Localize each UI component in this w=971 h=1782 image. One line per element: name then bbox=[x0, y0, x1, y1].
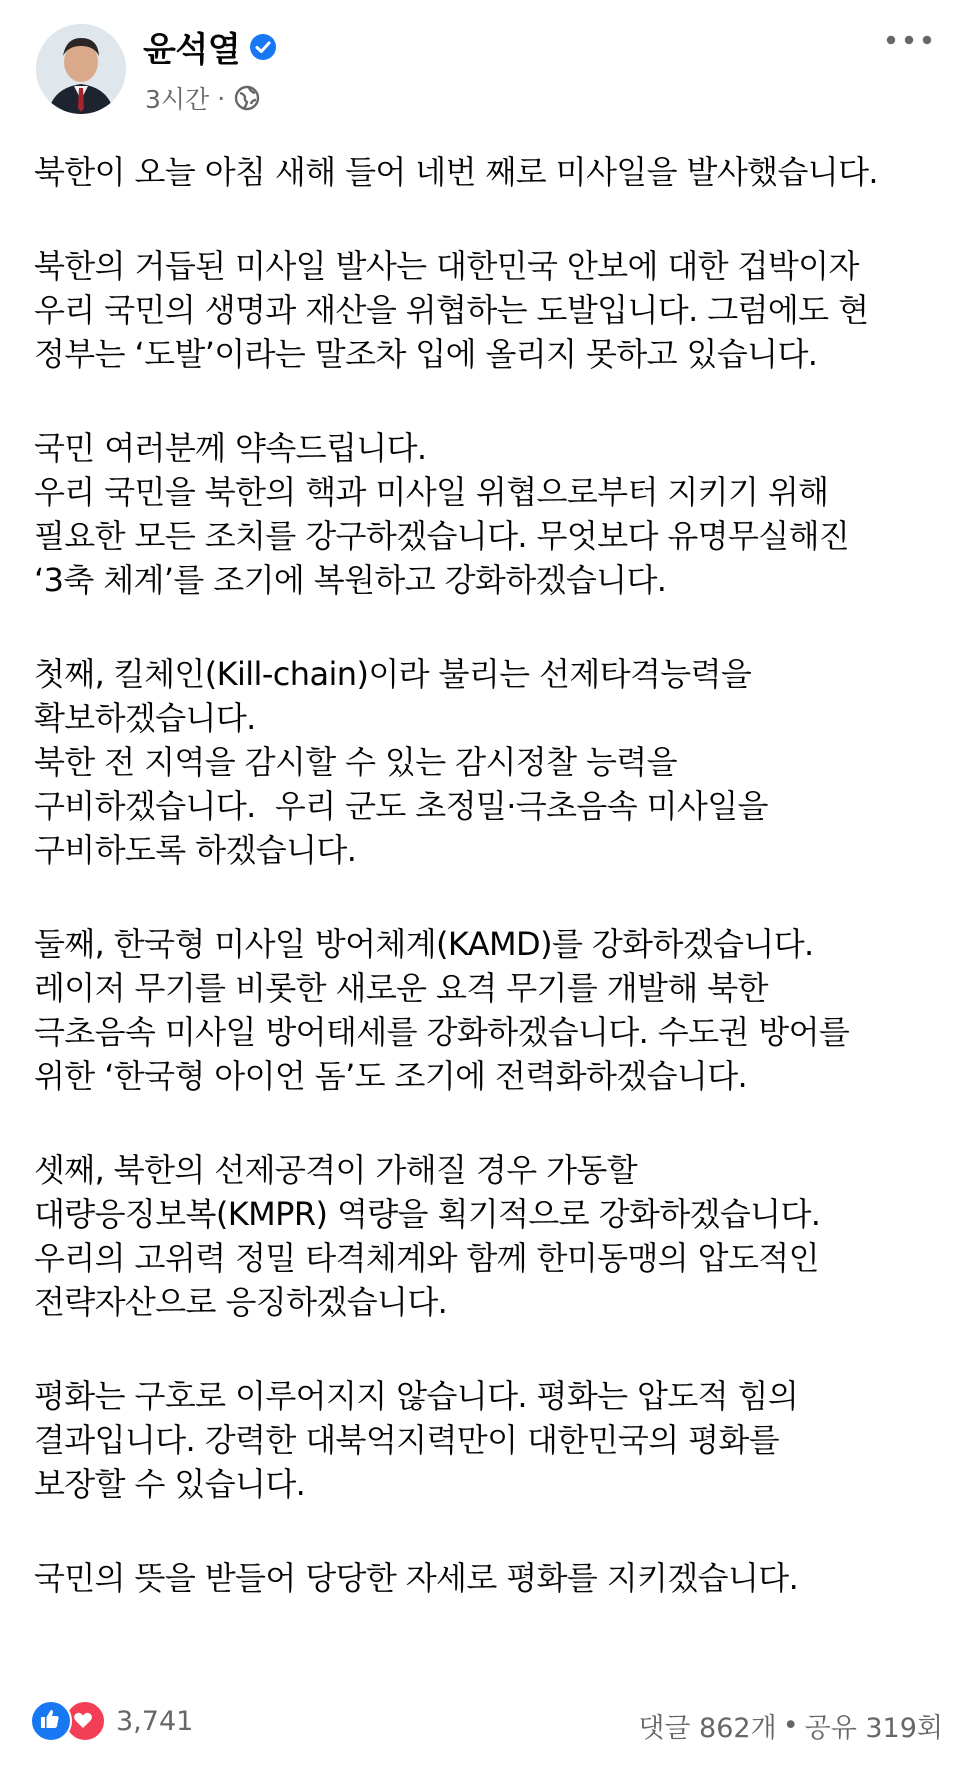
post-body bbox=[34, 150, 954, 1650]
paragraph-7 bbox=[34, 1374, 954, 1506]
post-text-line: 전략자산으로 응징하겠습니다. bbox=[34, 1283, 448, 1321]
stats-separator: • bbox=[782, 1710, 799, 1741]
engagement-stats bbox=[638, 1706, 943, 1745]
post-time[interactable]: 3시간 bbox=[145, 85, 210, 114]
meta-separator: · bbox=[217, 83, 226, 113]
paragraph-2 bbox=[34, 244, 954, 376]
like-reaction-icon bbox=[30, 1700, 72, 1742]
avatar[interactable] bbox=[36, 24, 126, 114]
post-text-line: 구비하겠습니다. 우리 군도 초정밀·극초음속 미사일을 bbox=[34, 787, 768, 825]
post-text-line: 레이저 무기를 비롯한 새로운 요격 무기를 개발해 북한 bbox=[34, 969, 768, 1007]
post-text-line: ‘3축 체계’를 조기에 복원하고 강화하겠습니다. bbox=[34, 561, 667, 599]
more-options-icon[interactable] bbox=[881, 24, 937, 56]
post-header bbox=[0, 0, 971, 130]
author-name[interactable]: 윤석열 bbox=[143, 30, 241, 70]
author-row bbox=[143, 22, 277, 71]
post-text-line: 북한이 오늘 아침 새해 들어 네번 째로 미사일을 발사했습니다. bbox=[34, 153, 878, 191]
post-text-line: 북한의 거듭된 미사일 발사는 대한민국 안보에 대한 겁박이자 bbox=[34, 247, 859, 285]
post-text-line: 우리 국민의 생명과 재산을 위협하는 도발입니다. 그럼에도 현 bbox=[34, 291, 869, 329]
avatar-photo bbox=[36, 24, 126, 114]
post-text-line: 정부는 ‘도발’이라는 말조차 입에 올리지 못하고 있습니다. bbox=[34, 335, 818, 373]
post-footer bbox=[0, 1700, 971, 1750]
paragraph-4 bbox=[34, 652, 954, 872]
comments-count[interactable]: 댓글 862개 bbox=[638, 1713, 777, 1744]
post-text-line: 극초음속 미사일 방어태세를 강화하겠습니다. 수도권 방어를 bbox=[34, 1013, 850, 1051]
post-text-line: 우리의 고위력 정밀 타격체계와 함께 한미동맹의 압도적인 bbox=[34, 1239, 819, 1277]
post-text-line: 평화는 구호로 이루어지지 않습니다. 평화는 압도적 힘의 bbox=[34, 1377, 799, 1415]
post-text-line: 확보하겠습니다. bbox=[34, 699, 256, 737]
post-text-line: 첫째, 킬체인(Kill-chain)이라 불리는 선제타격능력을 bbox=[34, 655, 752, 693]
post-text-line: 북한 전 지역을 감시할 수 있는 감시정찰 능력을 bbox=[34, 743, 677, 781]
paragraph-1 bbox=[34, 150, 954, 194]
post-text-line: 국민의 뜻을 받들어 당당한 자세로 평화를 지키겠습니다. bbox=[34, 1559, 799, 1597]
post-text-line: 셋째, 북한의 선제공격이 가해질 경우 가동할 bbox=[34, 1151, 638, 1189]
post-text-line: 대량응징보복(KMPR) 역량을 획기적으로 강화하겠습니다. bbox=[34, 1195, 821, 1233]
post-text-line: 위한 ‘한국형 아이언 돔’도 조기에 전력화하겠습니다. bbox=[34, 1057, 748, 1095]
post-text-line: 둘째, 한국형 미사일 방어체계(KAMD)를 강화하겠습니다. bbox=[34, 925, 814, 963]
post-text-line: 우리 국민을 북한의 핵과 미사일 위협으로부터 지키기 위해 bbox=[34, 473, 829, 511]
paragraph-8 bbox=[34, 1556, 954, 1600]
post-text-line: 보장할 수 있습니다. bbox=[34, 1465, 306, 1503]
globe-icon[interactable] bbox=[234, 85, 260, 111]
verified-badge-icon bbox=[249, 33, 277, 61]
post-text-line: 구비하도록 하겠습니다. bbox=[34, 831, 357, 869]
reactions-summary[interactable] bbox=[30, 1700, 193, 1742]
paragraph-3 bbox=[34, 426, 954, 602]
post-text-line: 필요한 모든 조치를 강구하겠습니다. 무엇보다 유명무실해진 bbox=[34, 517, 850, 555]
post-text-line: 국민 여러분께 약속드립니다. bbox=[34, 429, 427, 467]
post-meta bbox=[145, 80, 260, 116]
shares-count[interactable]: 공유 319회 bbox=[804, 1713, 943, 1744]
paragraph-6 bbox=[34, 1148, 954, 1324]
reaction-count[interactable]: 3,741 bbox=[116, 1705, 194, 1737]
paragraph-5 bbox=[34, 922, 954, 1098]
post-text-line: 결과입니다. 강력한 대북억지력만이 대한민국의 평화를 bbox=[34, 1421, 780, 1459]
